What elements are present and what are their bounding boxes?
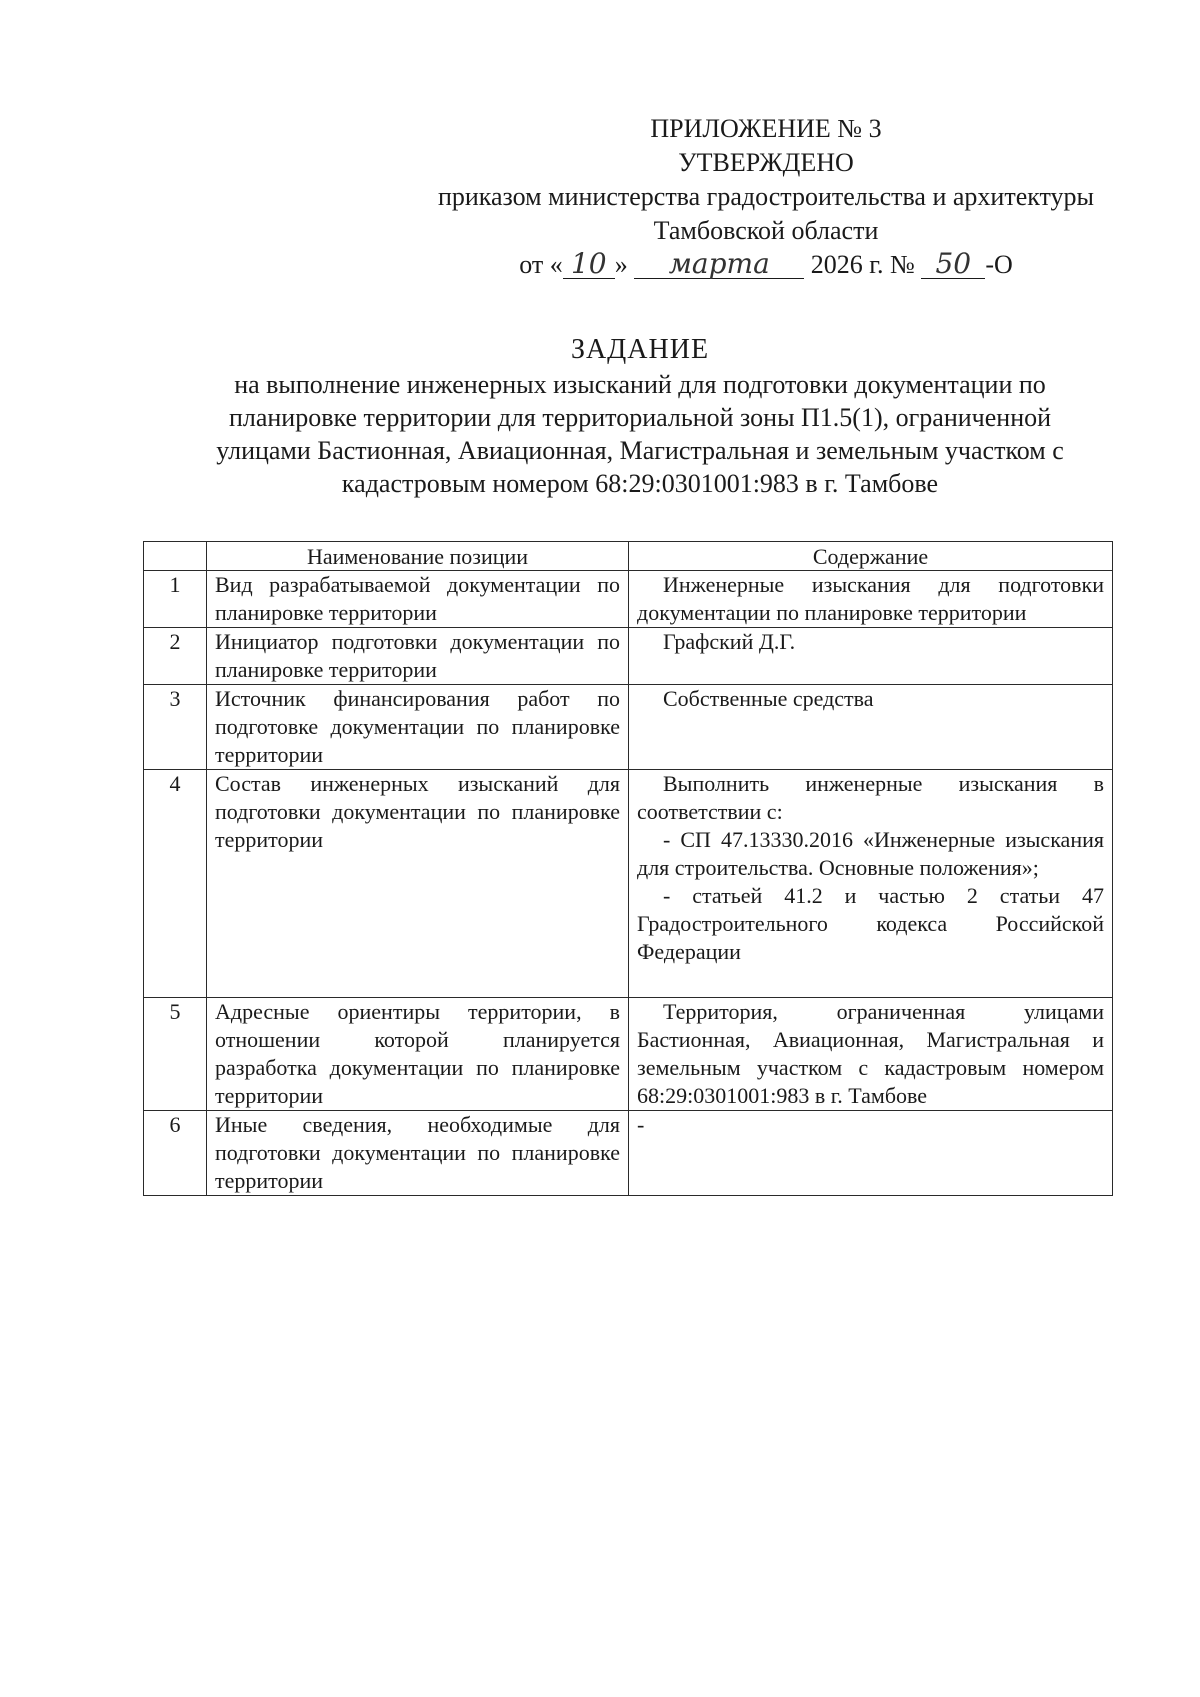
row-name: Источник финансирования работ по подготовке документации по планировке территории bbox=[207, 685, 629, 770]
title-line-4: кадастровым номером 68:29:0301001:983 в г. Тамбове bbox=[341, 469, 939, 498]
row-content bbox=[629, 770, 1113, 998]
title-line-2: планировке территории для территориальной зоны П1.5(1), ограниченной bbox=[228, 403, 1052, 432]
row-number: 2 bbox=[144, 628, 207, 685]
table-row bbox=[144, 685, 1113, 770]
row-content bbox=[629, 685, 1113, 770]
title-heading: ЗАДАНИЕ bbox=[570, 334, 710, 365]
header-name-cell: Наименование позиции bbox=[207, 542, 629, 571]
table-row bbox=[144, 1111, 1113, 1196]
handwritten-day: 10 bbox=[563, 250, 615, 279]
table-row bbox=[144, 770, 1113, 998]
approval-block bbox=[396, 112, 1136, 282]
appendix-label: ПРИЛОЖЕНИЕ № 3 bbox=[650, 114, 882, 143]
handwritten-month: марта bbox=[634, 250, 804, 279]
row-content: - bbox=[629, 1111, 1113, 1196]
header-content-cell: Содержание bbox=[629, 542, 1113, 571]
row-content bbox=[629, 571, 1113, 628]
year-text: 2026 г. № bbox=[810, 250, 915, 279]
table-row bbox=[144, 571, 1113, 628]
approved-label: УТВЕРЖДЕНО bbox=[678, 148, 854, 177]
number-suffix: -О bbox=[985, 250, 1013, 279]
row-content bbox=[629, 628, 1113, 685]
row-content bbox=[629, 998, 1113, 1111]
table-row bbox=[144, 628, 1113, 685]
row-name: Инициатор подготовки документации по планировке территории bbox=[207, 628, 629, 685]
handwritten-number: 50 bbox=[921, 250, 985, 279]
table-row bbox=[144, 998, 1113, 1111]
row-content-line: - СП 47.13330.2016 «Инженерные изыскания для строительства. Основные положения»; bbox=[637, 827, 1104, 880]
row-content-text: Графский Д.Г. bbox=[663, 629, 796, 654]
header-num-cell bbox=[144, 542, 207, 571]
row-number: 4 bbox=[144, 770, 207, 998]
row-content-line: - статьей 41.2 и частью 2 статьи 47 Градостроительного кодекса Российской Федерации bbox=[637, 883, 1104, 964]
date-mid: » bbox=[614, 250, 628, 279]
row-number: 3 bbox=[144, 685, 207, 770]
row-name: Адресные ориентиры территории, в отношении которой планируется разработка документации по планировке территории bbox=[207, 998, 629, 1111]
row-name: Вид разрабатываемой документации по планировке территории bbox=[207, 571, 629, 628]
order-date-line bbox=[396, 248, 1136, 282]
row-content-text: Инженерные изыскания для подготовки документации по планировке территории bbox=[637, 572, 1104, 625]
row-number: 5 bbox=[144, 998, 207, 1111]
table-header-row bbox=[144, 542, 1113, 571]
row-content-line: Выполнить инженерные изыскания в соответствии с: bbox=[637, 771, 1104, 824]
date-prefix: от « bbox=[519, 250, 563, 279]
document-title bbox=[150, 333, 1130, 500]
row-content-text: Собственные средства bbox=[663, 686, 874, 711]
region-text: Тамбовской области bbox=[653, 216, 879, 245]
order-by-text: приказом министерства градостроительства и архитектуры bbox=[437, 182, 1095, 211]
row-number: 1 bbox=[144, 571, 207, 628]
specification-table bbox=[143, 541, 1113, 1196]
row-name: Иные сведения, необходимые для подготовки документации по планировке территории bbox=[207, 1111, 629, 1196]
title-line-1: на выполнение инженерных изысканий для подготовки документации по bbox=[234, 370, 1046, 399]
row-content-text: Территория, ограниченная улицами Бастионная, Авиационная, Магистральная и земельным участком с кадастровым номером 68:29:0301001:983 в г. Тамбове bbox=[637, 999, 1104, 1108]
row-name: Состав инженерных изысканий для подготовки документации по планировке территории bbox=[207, 770, 629, 998]
title-line-3: улицами Бастионная, Авиационная, Магистральная и земельным участком с bbox=[216, 436, 1064, 465]
row-number: 6 bbox=[144, 1111, 207, 1196]
